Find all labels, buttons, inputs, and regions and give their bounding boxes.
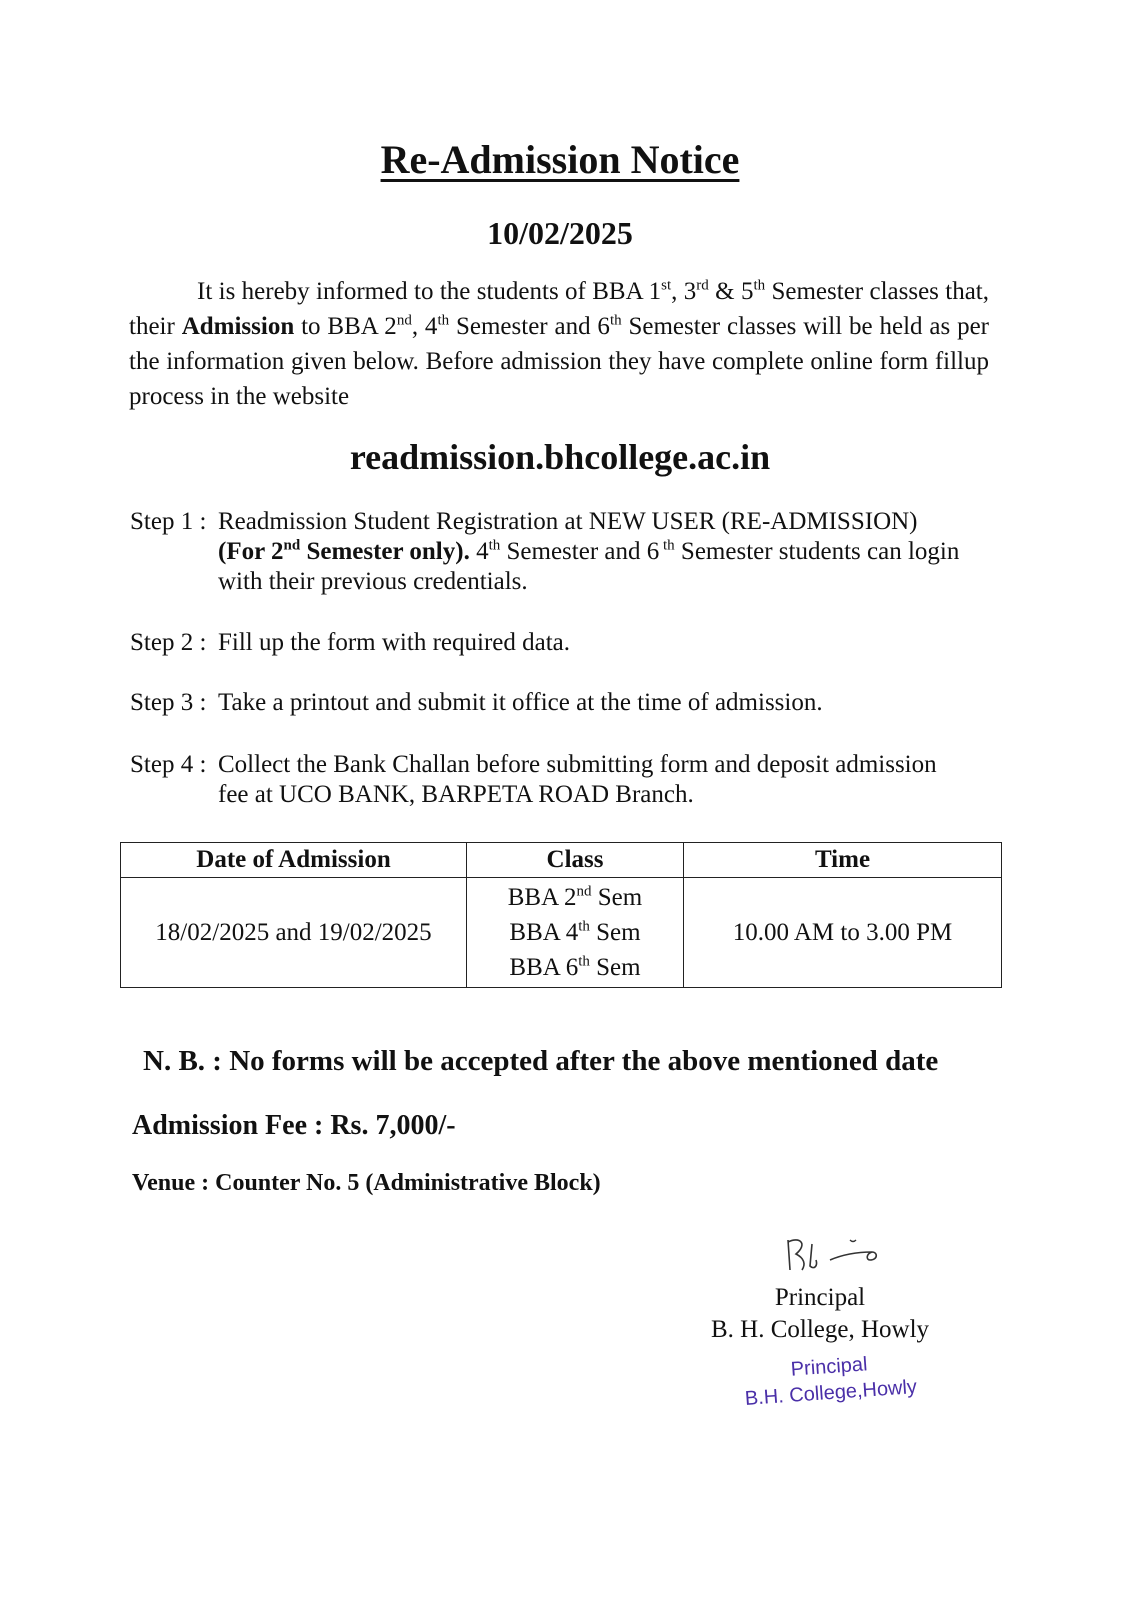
intro-text: & 5 bbox=[708, 278, 754, 305]
step-bold: Semester only). bbox=[300, 538, 470, 565]
step-text: Collect the Bank Challan before submitting form and deposit admission bbox=[218, 751, 937, 778]
admission-fee: Admission Fee : Rs. 7,000/- bbox=[132, 1110, 456, 1141]
signatory-title: Principal bbox=[774, 1284, 866, 1311]
cell-date: 18/02/2025 and 19/02/2025 bbox=[121, 878, 467, 988]
step-text: fee at UCO BANK, BARPETA ROAD Branch. bbox=[218, 781, 694, 808]
step-sup: th bbox=[659, 537, 675, 554]
signatory-org: B. H. College, Howly bbox=[710, 1316, 930, 1343]
intro-sup: th bbox=[609, 312, 622, 329]
intro-text: to BBA 2 bbox=[294, 313, 397, 340]
principal-stamp bbox=[728, 1347, 931, 1413]
step-label: Step 1 : bbox=[130, 508, 207, 535]
intro-bold-admission: Admission bbox=[181, 313, 295, 340]
intro-text: , 4 bbox=[411, 313, 438, 340]
intro-sup: st bbox=[661, 277, 672, 294]
class-text: BBA 2 bbox=[507, 884, 577, 911]
step-sup: nd bbox=[283, 537, 301, 554]
class-item bbox=[473, 950, 677, 985]
class-item bbox=[473, 915, 677, 950]
website-url: readmission.bhcollege.ac.in bbox=[349, 437, 771, 477]
intro-sup: nd bbox=[396, 312, 412, 329]
class-text: BBA 4 bbox=[509, 919, 579, 946]
intro-text: Semester and 6 bbox=[449, 313, 610, 340]
step-text: Fill up the form with required data. bbox=[218, 629, 571, 656]
signatory-block bbox=[680, 1282, 960, 1346]
step-label: Step 2 : bbox=[130, 629, 207, 656]
class-text: Sem bbox=[589, 919, 641, 946]
cell-class bbox=[467, 878, 684, 988]
class-item bbox=[473, 880, 677, 915]
step-label: Step 3 : bbox=[130, 689, 207, 716]
intro-text: Semester classes that, their bbox=[129, 278, 990, 340]
step-3 bbox=[130, 688, 990, 718]
intro-sup: th bbox=[753, 277, 766, 294]
intro-sup: th bbox=[437, 312, 450, 329]
step-text: Readmission Student Registration at NEW USER (RE-ADMISSION) bbox=[218, 508, 918, 535]
class-text: Sem bbox=[589, 954, 641, 981]
step-4 bbox=[130, 750, 990, 810]
signature-mark bbox=[780, 1230, 890, 1280]
step-text: Semester and 6 bbox=[500, 538, 660, 565]
step-1 bbox=[130, 507, 990, 597]
intro-text: It is hereby informed to the students of BBA 1 bbox=[197, 278, 662, 305]
header-time: Time bbox=[684, 843, 1002, 878]
class-sup: nd bbox=[576, 883, 592, 900]
class-text: BBA 6 bbox=[509, 954, 579, 981]
step-2 bbox=[130, 628, 990, 658]
venue: Venue : Counter No. 5 (Administrative Block) bbox=[132, 1170, 601, 1196]
stamp-line: B.H. College,Howly bbox=[744, 1375, 918, 1410]
class-sup: th bbox=[578, 918, 590, 935]
header-class: Class bbox=[467, 843, 684, 878]
intro-sup: rd bbox=[696, 277, 709, 294]
step-text: Take a printout and submit it office at the time of admission. bbox=[218, 689, 823, 716]
intro-text: , 3 bbox=[671, 278, 697, 305]
nb-note: N. B. : No forms will be accepted after the above mentioned date bbox=[143, 1045, 939, 1077]
header-date: Date of Admission bbox=[121, 843, 467, 878]
stamp-line: Principal bbox=[790, 1353, 869, 1381]
table-header-row bbox=[121, 843, 1002, 878]
cell-time: 10.00 AM to 3.00 PM bbox=[684, 878, 1002, 988]
step-bold: (For 2 bbox=[218, 538, 284, 565]
intro-paragraph bbox=[129, 274, 989, 414]
notice-date: 10/02/2025 bbox=[487, 215, 633, 251]
step-text: Semester students can login with their previous credentials. bbox=[218, 538, 960, 595]
intro-text: Semester classes will be held as per the information given below. Before admission they have complete online form fillup process in the website bbox=[129, 313, 989, 410]
notice-title: Re-Admission Notice bbox=[380, 137, 740, 182]
step-text: 4 bbox=[469, 538, 489, 565]
admission-schedule-table bbox=[120, 842, 1002, 988]
table-row bbox=[121, 878, 1002, 988]
step-sup: th bbox=[488, 537, 501, 554]
step-label: Step 4 : bbox=[130, 751, 207, 778]
class-sup: th bbox=[578, 953, 590, 970]
class-text: Sem bbox=[591, 884, 643, 911]
